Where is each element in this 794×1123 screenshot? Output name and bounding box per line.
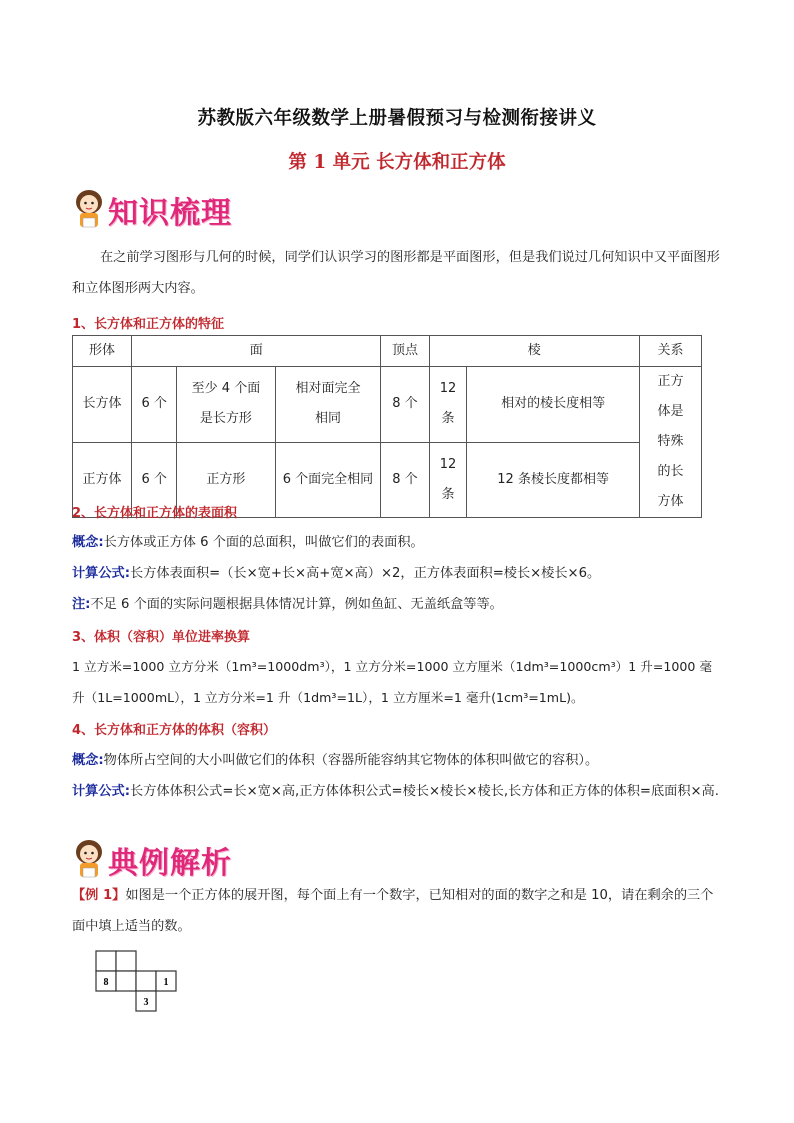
table-cell: 相对面完全相同: [275, 367, 381, 443]
example-text: 如图是一个正方体的展开图，每个面上有一个数字，已知相对的面的数字之和是 10，请在剩余的三个面中填上适当的数。: [72, 888, 714, 934]
examples-banner: [72, 836, 232, 884]
unit-conversion-text: 1 立方米=1000 立方分米（1m³=1000dm³），1 立方分米=1000 立方厘米（1dm³=1000cm³）1 升=1000 毫升（1L=1000mL），1 立方分米=1 升（1dm³=1L），1 立方厘米=1 毫升(1cm³=1mL)。: [72, 659, 713, 705]
concept-text: 物体所占空间的大小叫做它们的体积（容器所能容纳其它物体的体积叫做它的容积）。: [103, 753, 599, 768]
table-cell: 相对的棱长度相等: [467, 367, 640, 443]
table-header-cell: 棱: [429, 336, 639, 367]
table-cell: 12 条: [429, 442, 467, 518]
table-header-cell: 关系: [639, 336, 701, 367]
relation-cell: 正方体是特殊的长方体: [639, 367, 701, 518]
concept-text: 长方体或正方体 6 个面的总面积，叫做它们的表面积。: [103, 535, 424, 550]
table-cell: 正方形: [177, 442, 275, 518]
net-face: [116, 951, 136, 971]
features-table: [72, 335, 702, 518]
cube-net-figure: [94, 950, 186, 1020]
table-cell: 正方体: [73, 442, 132, 518]
table-cell: 8 个: [381, 442, 429, 518]
volume-formula: [72, 776, 722, 807]
concept-label: 概念:: [72, 535, 104, 550]
unit-title: 第 1 单元 长方体和正方体: [288, 152, 506, 173]
formula-text: 长方体表面积=（长×宽+长×高+宽×高）×2，正方体表面积=棱长×棱长×6。: [130, 566, 601, 581]
examples-banner-title: 典例解析: [108, 846, 232, 881]
concept-label: 概念:: [72, 753, 104, 768]
section4-heading: 4、长方体和正方体的体积（容积）: [72, 723, 277, 738]
section1-heading: 1、长方体和正方体的特征: [72, 317, 225, 332]
net-face: [96, 951, 116, 971]
document-title: 苏教版六年级数学上册暑假预习与检测衔接讲义: [197, 108, 597, 129]
table-header-cell: 形体: [73, 336, 132, 367]
table-cell: 至少 4 个面是长方形: [177, 367, 275, 443]
table-cell: 6 个面完全相同: [275, 442, 381, 518]
volume-concept: [72, 745, 722, 776]
table-cell: 长方体: [73, 367, 132, 443]
table-cell: 12 条: [429, 367, 467, 443]
note-text: 不足 6 个面的实际问题根据具体情况计算，例如鱼缸、无盖纸盒等等。: [90, 597, 503, 612]
net-face: [136, 971, 156, 991]
knowledge-banner-title: 知识梳理: [108, 196, 232, 231]
surface-area-formula: [72, 558, 722, 589]
note-label: 注:: [72, 597, 91, 612]
example1-paragraph: [72, 880, 722, 942]
table-cell: 8 个: [381, 367, 429, 443]
formula-text: 长方体体积公式=长×宽×高,正方体体积公式=棱长×棱长×棱长,长方体和正方体的体积=底面积×高.: [130, 784, 719, 799]
intro-paragraph: 在之前学习图形与几何的时候，同学们认识学习的图形都是平面图形，但是我们说过几何知识中又平面图形和立体图形两大内容。: [72, 250, 720, 296]
section2-heading: 2、长方体和正方体的表面积: [72, 506, 238, 521]
section3-heading: 3、体积（容积）单位进率换算: [72, 630, 251, 645]
formula-label: 计算公式:: [72, 784, 131, 799]
knowledge-banner: [72, 186, 232, 234]
formula-label: 计算公式:: [72, 566, 131, 581]
net-number: 8: [103, 977, 109, 988]
table-cell: 6 个: [132, 442, 177, 518]
girl-mascot-icon: [72, 188, 106, 232]
net-number: 1: [163, 977, 169, 988]
surface-area-note: [72, 589, 722, 620]
girl-mascot-icon: [72, 838, 106, 882]
table-header-cell: 顶点: [381, 336, 429, 367]
surface-area-concept: [72, 527, 722, 558]
table-row: [73, 367, 702, 443]
table-cell: 12 条棱长度都相等: [467, 442, 640, 518]
net-number: 3: [143, 997, 149, 1008]
example-tag: 【例 1】: [72, 888, 126, 903]
table-cell: 6 个: [132, 367, 177, 443]
table-header-row: [73, 336, 702, 367]
table-header-cell: 面: [132, 336, 381, 367]
net-face: [116, 971, 136, 991]
